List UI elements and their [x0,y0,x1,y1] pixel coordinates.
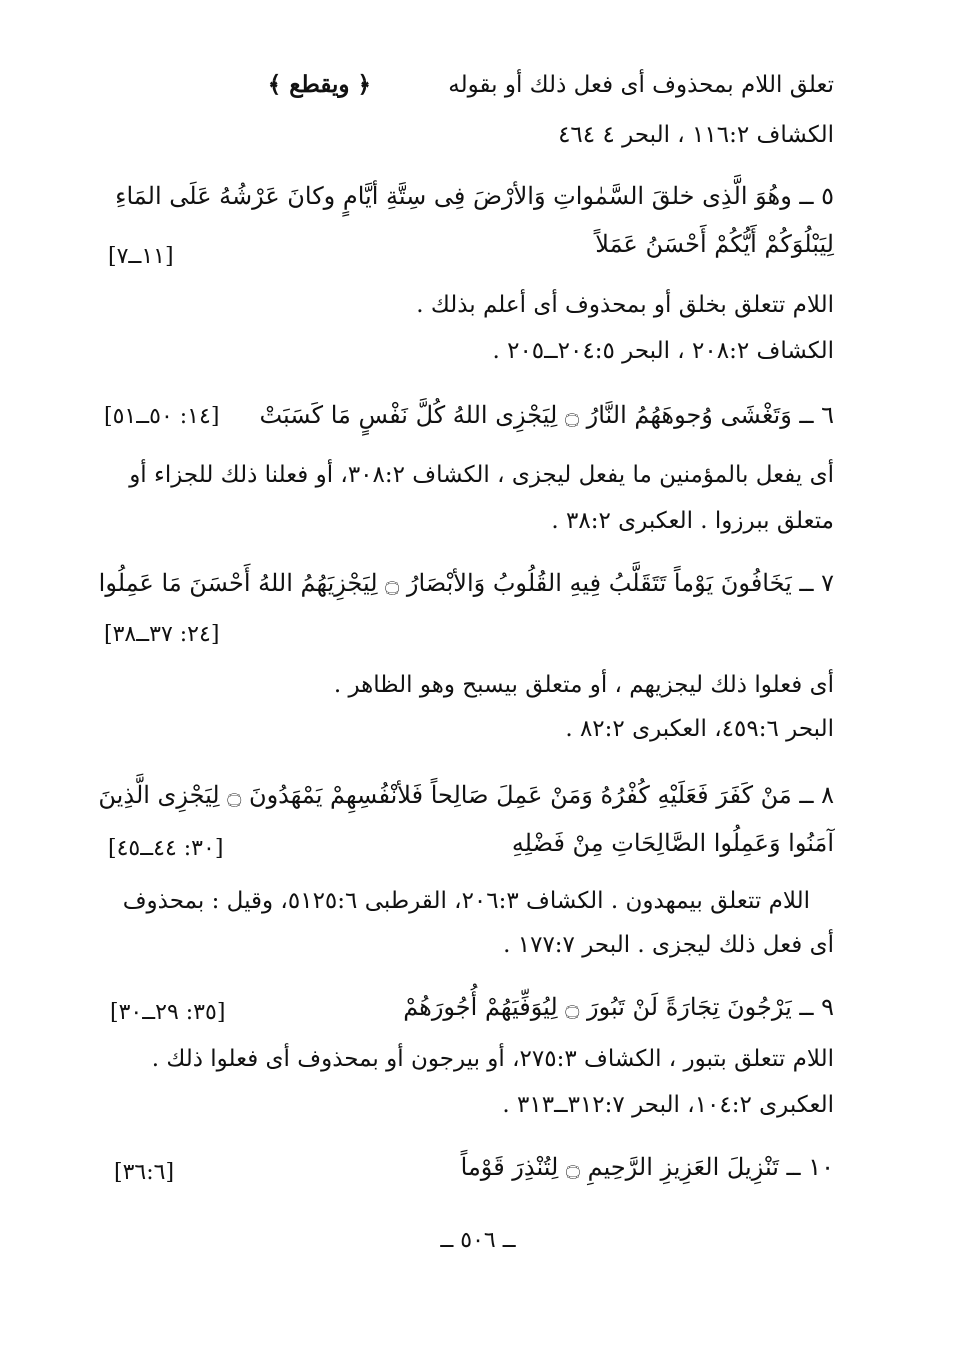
note-8-line-1: اللام تتعلق بيمهدون . الكشاف ٢٠٦:٣، القرطبى ٥١٢٥:٦، وقيل : بمحذوف [122,888,810,914]
note-9-line-1: اللام تتعلق بتبور ، الكشاف ٢٧٥:٣، أو بيرجون أو بمحذوف أى فعلوا ذلك . [151,1046,834,1072]
note-9-line-2: العكبرى ١٠٤:٢، البحر ٣١٢:٧ــ٣١٣ . [502,1092,834,1118]
note-7-line-1: أى فعلوا ذلك ليجزيهم ، أو متعلق بيسبح وهو الظاهر . [333,672,834,698]
verse-9-line-1: ٩ ــ يَرْجُونَ تِجَارَةً لَنْ تَبُورَ ۝ لِيُوَفِّيَهُمْ أُجُورَهُمْ [403,993,834,1021]
verse-6-line-1: ٦ ــ وَتَغْشَى وُجوهَهُمُ النَّارُ ۝ لِيَجْزِى اللهُ كُلَّ نَفْسٍ مَا كَسَبَتْ [259,401,834,429]
note-8-line-2: أى فعل ذلك ليجزى . البحر ١٧٧:٧ . [503,932,834,958]
header-text: تعلق اللام بمحذوف أى فعل ذلك أو بقوله [448,72,834,98]
verse-10-line-1: ١٠ ــ تَنْزِيلَ العَزِيزِ الرَّحِيمِ ۝ لِتُنْذِرَ قَوْماً [460,1153,834,1181]
header-quote: ﴿ ويقطع ﴾ [267,71,371,98]
note-5-line-2: الكشاف ٢٠٨:٢ ، البحر ٢٠٤:٥ــ٢٠٥ . [492,338,834,364]
verse-8-line-1: ٨ ــ مَنْ كَفَرَ فَعَلَيْهِ كُفْرُهُ وَمَنْ عَمِلَ صَالِحاً فَلأنْفُسِهِمْ يَمْهَدُونَ ۝ لِيَجْزِى الَّذِينَ [98,781,834,809]
verse-5-line-2: لِيَبْلُوَكُمْ أَيُّكُمْ أَحْسَنُ عَمَلاً [595,230,834,258]
note-6-line-1: أى يفعل بالمؤمنين ما يفعل ليجزى ، الكشاف ٣٠٨:٢، أو فعلنا ذلك للجزاء أو [129,462,834,488]
note-7-line-2: البحر ٤٥٩:٦، العكبرى ٨٢:٢ . [565,716,834,742]
verse-9-ref: [٣٥: ٢٩ــ٣٠] [110,1000,226,1025]
note-6-line-2: متعلق ببرزوا . العكبرى ٣٨:٢ . [551,508,834,534]
verse-6-ref: [١٤: ٥٠ــ٥١] [104,404,220,429]
note-5-line-1: اللام تتعلق بخلق أو بمحذوف أى أعلم بذلك . [416,292,834,318]
verse-10-ref: [٣٦:٦] [114,1160,175,1185]
verse-7-ref: [٢٤: ٣٧ــ٣٨] [104,622,220,647]
verse-8-line-2: آمَنُوا وَعَمِلُوا الصَّالِحَاتِ مِنْ فَضْلِهِ [511,829,834,857]
header-line [268,70,834,100]
verse-8-ref: [٣٠: ٤٤ــ٤٥] [108,836,224,861]
header-citation: الكشاف ١١٦:٢ ، البحر ٤ ٤٦٤ [558,122,834,148]
page-number: ــ ٥٠٦ ــ [440,1228,516,1253]
verse-5-line-1: ٥ ــ وهُوَ الَّذِى خلقَ السَّمٰواتِ وَالأرْضَ فِى سِتَّةِ أيَّامٍ وكانَ عَرْشُهُ عَلَى المَاءِ [115,182,834,210]
verse-5-ref: [١١ــ٧] [108,244,174,269]
verse-7-line-1: ٧ ــ يَخَافُونَ يَوْماً تَتَقَلَّبُ فِيهِ القُلُوبُ وَالأبْصَارُ ۝ لِيَجْزِيَهُمُ اللهُ أَحْسَنَ مَا عَمِلُوا [98,569,834,597]
